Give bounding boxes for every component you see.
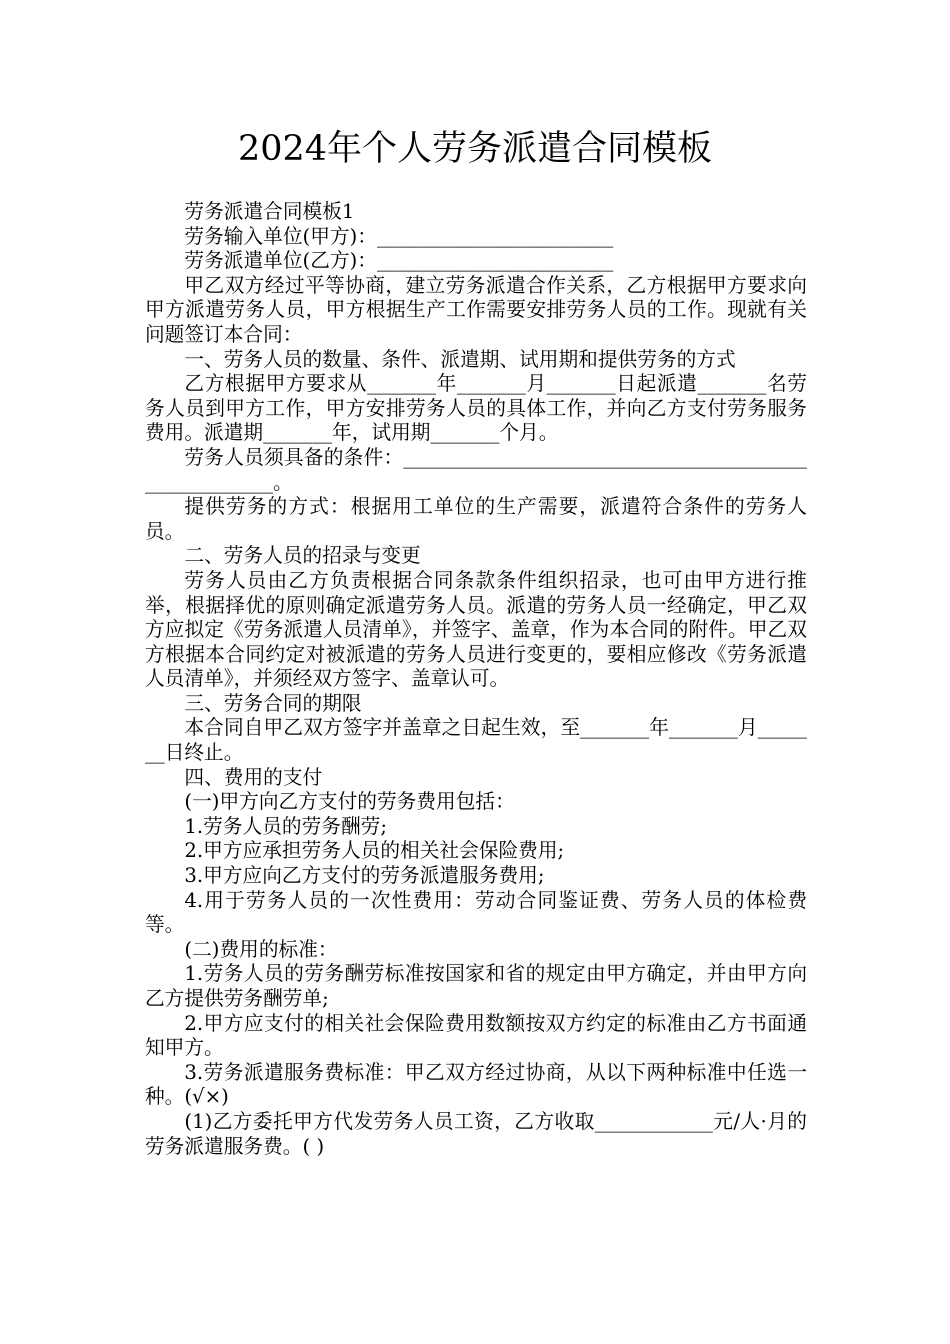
paragraph: 提供劳务的方式：根据用工单位的生产需要，派遣符合条件的劳务人员。 [145, 495, 807, 543]
paragraph: (1)乙方委托甲方代发劳务人员工资，乙方收取____________元/人·月的劳务派遣服务费。( ) [145, 1109, 807, 1158]
paragraph: 乙方根据甲方要求从_______年_______月_______日起派遣_______名劳务人员到甲方工作，甲方安排劳务人员的具体工作，并向乙方支付劳务服务费用。派遣期_______年，试用期_______个月。 [145, 372, 807, 445]
section-heading: 三、劳务合同的期限 [184, 691, 362, 715]
paragraph: 1.劳务人员的劳务酬劳; [184, 814, 387, 838]
paragraph: 2.甲方应承担劳务人员的相关社会保险费用; [184, 839, 565, 863]
paragraph: 劳务输入单位(甲方)：________________________ [184, 224, 614, 248]
paragraph: 本合同自甲乙双方签字并盖章之日起生效，至_______年_______月_______日终止。 [145, 716, 807, 765]
paragraph: 4.用于劳务人员的一次性费用：劳动合同鉴证费、劳务人员的体检费等。 [145, 888, 807, 937]
paragraph: 劳务派遣单位(乙方)：________________________ [184, 249, 614, 273]
paragraph: 劳务人员须具备的条件：______________________________________________________。 [145, 445, 807, 494]
paragraph: (二)费用的标准： [184, 937, 338, 961]
paragraph: 1.劳务人员的劳务酬劳标准按国家和省的规定由甲方确定，并由甲方向乙方提供劳务酬劳单; [145, 962, 807, 1010]
paragraph: 3.劳务派遣服务费标准：甲乙双方经过协商，从以下两种标准中任选一种。(√×) [145, 1060, 807, 1109]
paragraph: 甲乙双方经过平等协商，建立劳务派遣合作关系，乙方根据甲方要求向甲方派遣劳务人员，甲方根据生产工作需要安排劳务人员的工作。现就有关问题签订本合同： [145, 273, 807, 346]
document-title: 2024年个人劳务派遣合同模板 [237, 129, 713, 169]
section-heading: 二、劳务人员的招录与变更 [184, 544, 421, 568]
paragraph: 劳务人员由乙方负责根据合同条款条件组织招录，也可由甲方进行推举，根据择优的原则确定派遣劳务人员。派遣的劳务人员一经确定，甲乙双方应拟定《劳务派遣人员清单》，并签字、盖章，作为本合同的附件。甲乙双方根据本合同约定对被派遣的劳务人员进行变更的，要相应修改《劳务派遣人员清单》，并须经双方签字、盖章认可。 [145, 568, 807, 691]
paragraph: 2.甲方应支付的相关社会保险费用数额按双方约定的标准由乙方书面通知甲方。 [145, 1011, 807, 1060]
section-heading: 劳务派遣合同模板1 [184, 200, 355, 223]
section-heading: 四、费用的支付 [184, 765, 323, 789]
paragraph: 3.甲方应向乙方支付的劳务派遣服务费用; [184, 864, 545, 888]
paragraph: (一)甲方向乙方支付的劳务费用包括： [184, 790, 515, 814]
section-heading: 一、劳务人员的数量、条件、派遣期、试用期和提供劳务的方式 [184, 347, 736, 371]
document-body [145, 200, 807, 1159]
